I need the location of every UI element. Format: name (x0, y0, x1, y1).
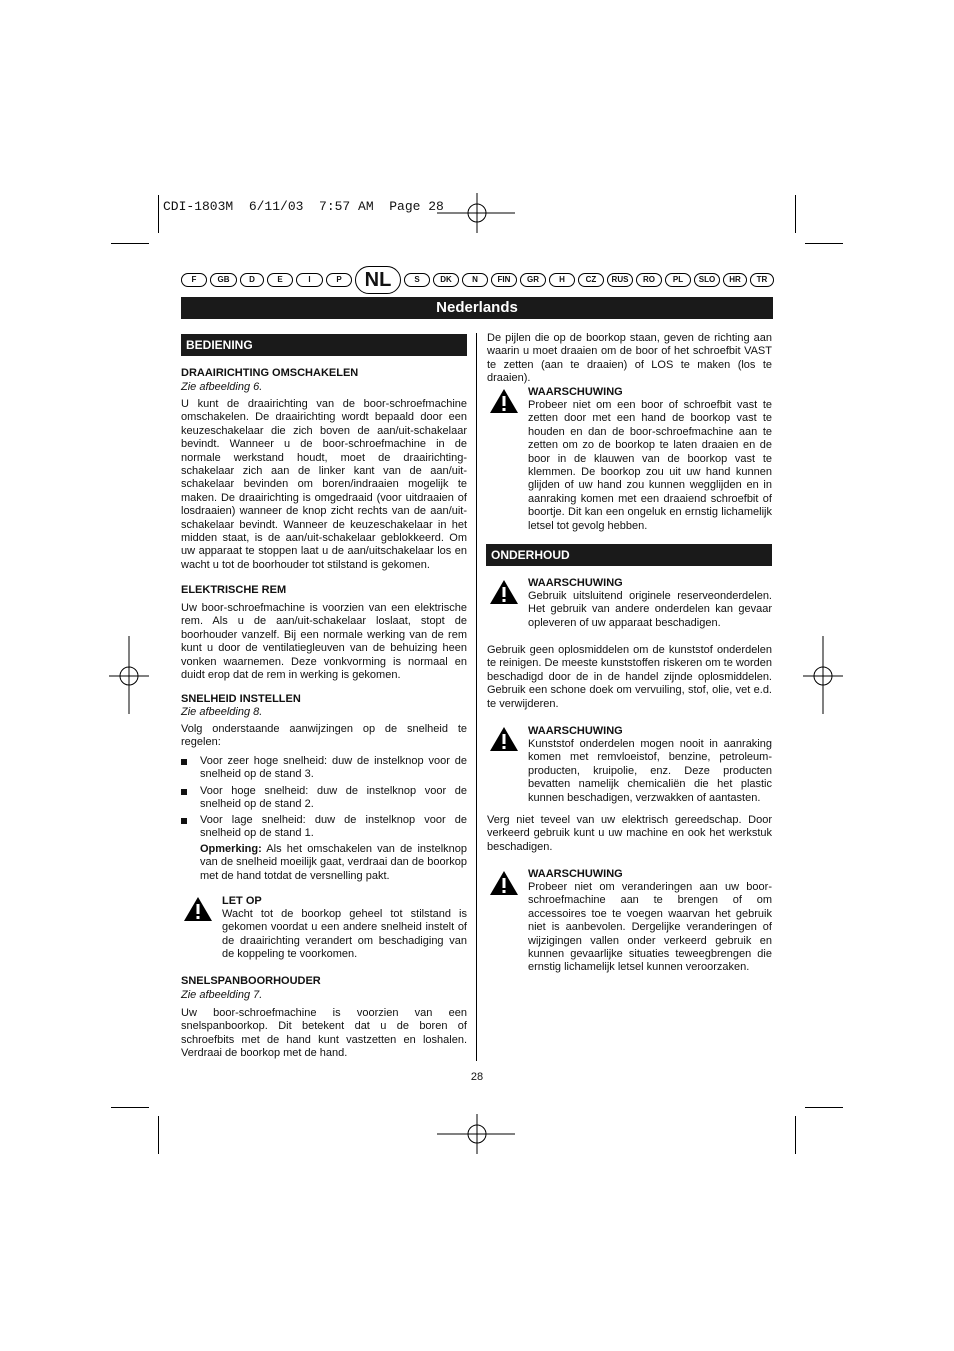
registration-mark-left (109, 636, 151, 716)
lang-pill: F (181, 273, 207, 287)
lang-pill: SLO (694, 273, 720, 287)
crop-mark (795, 195, 796, 233)
page-number: 28 (470, 1071, 484, 1083)
paragraph: De pijlen die op de boorkop staan, geven de richting aan waarin u moet draaien om de boor of het schroefbit VAST te zetten (aan te draaien) of LOS te maken (los te draaien). (487, 332, 772, 385)
lang-pill: PL (665, 273, 691, 287)
bullet-marker (181, 759, 187, 765)
paragraph: Gebruik geen oplosmiddelen om de kunststof onderdelen te reinigen. De meeste kunststoffen riskeren om te worden beschadigd door de in de handel zijnde oplosmiddelen. Gebruik een schone doek om vervuiling, stof, olie, vet e.d. te verwijderen. (487, 644, 772, 710)
crop-mark (805, 243, 843, 244)
lang-pill: HR (723, 273, 747, 287)
list-item: Voor hoge snelheid: duw de instelknop voor de snelheid op de stand 2. (200, 785, 467, 811)
crop-mark (111, 243, 149, 244)
paragraph: Uw boor-schroefmachine is voorzien van een elektrische rem. Als u de aan/uit-schakelaar loslaat, stopt de boorhouder vanzelf. Bij een normale werking van de rem kunt u door de ventilatiegleuven van de behuizing heen vonken waarnemen. Deze vonkvorming is normaal en duidt erop dat de rem in werking is gekomen. (181, 602, 467, 682)
note (200, 843, 467, 883)
warning-label: WAARSCHUWING (528, 577, 623, 589)
figure-reference: Zie afbeelding 6. (181, 381, 263, 393)
note-text: Als het omschakelen van de instelknop van de snelheid moeilijk gaat, verdraai dan de boorkop met de hand totdat de versnelling pakt. (200, 843, 467, 882)
lang-pill: I (296, 273, 323, 287)
warning-icon (183, 896, 213, 922)
note-label: Opmerking: (200, 843, 262, 855)
lang-pill: RUS (607, 273, 633, 287)
language-selector (181, 265, 773, 295)
warning-text: Gebruik uitsluitend originele reserveonderdelen. Het gebruik van andere onderdelen kan gevaar opleveren of uw apparaat beschadigen. (528, 590, 772, 629)
lang-pill: P (326, 273, 352, 287)
list-item: Voor lage snelheid: duw de instelknop voor de snelheid op de stand 1. (200, 814, 467, 840)
bullet-marker (181, 789, 187, 795)
subheading: ELEKTRISCHE REM (181, 584, 287, 596)
bullet-marker (181, 818, 187, 824)
lang-pill: E (267, 273, 293, 287)
lang-pill: TR (750, 273, 774, 287)
warning-label: WAARSCHUWING (528, 868, 623, 880)
registration-mark-top (437, 193, 517, 235)
figure-reference: Zie afbeelding 7. (181, 989, 263, 1001)
list-item: Voor zeer hoge snelheid: duw de instelknop voor de snelheid op de stand 3. (200, 755, 467, 781)
lang-pill: GB (210, 273, 237, 287)
subheading: SNELSPANBOORHOUDER (181, 975, 321, 987)
crop-mark (158, 1116, 159, 1154)
registration-mark-right (803, 636, 845, 716)
crop-mark (158, 195, 159, 233)
crop-mark (805, 1107, 843, 1108)
lang-pill: D (240, 273, 264, 287)
warning-label: LET OP (222, 895, 262, 907)
crop-mark (795, 1116, 796, 1154)
lang-pill: DK (433, 273, 459, 287)
lang-pill-active: NL (355, 266, 401, 294)
lang-pill: CZ (578, 273, 604, 287)
warning-icon (489, 579, 519, 605)
lang-pill: GR (520, 273, 546, 287)
subheading: DRAAIRICHTING OMSCHAKELEN (181, 367, 359, 379)
section-heading-onderhoud: ONDERHOUD (486, 544, 772, 566)
print-slug: CDI-1803M 6/11/03 7:57 AM Page 28 (163, 199, 444, 214)
crop-mark (111, 1107, 149, 1108)
paragraph: U kunt de draairichting van de boor-schroefmachine omschakelen. De draairichting wordt bepaald door een keuzeschakelaar die zich boven de aan/uit-schakelaar bevindt. Wanneer u de boor-schroefmachine in de normale werkstand houdt, moet de draairichting-schakelaar zich aan de linker kant van de aan/uit-schakelaar bevinden om boren/indraaien mogelijk te maken. De draairichting is omgedraaid (voor uitdraaien of losdraaien) wanneer de knop zicht rechts van de aan/uit-schakelaar bevindt. Wanneer de keuzeschakelaar in het midden staat, is de aan/uit-schakelaar geblokkeerd. Om uw apparaat te stoppen laat u de aan/uitschakelaar los en wacht u tot de boorhouder tot stilstand is gekomen. (181, 398, 467, 571)
warning-icon (489, 726, 519, 752)
column-divider (476, 333, 477, 1061)
warning-text: Probeer niet om een boor of schroefbit vast te zetten door met een hand de boorkop vast te houden en dan de boor-schroefmachine aan te zetten om zo de boorkop te laten draaien en de boor in de klauwen van de boorkop vast te klemmen. De boorkop zou uit uw hand kunnen glijden of uw hand zou kunnen wegglijden en in aanraking komen met een draaiend schroefbit of boortje. Dit kan een ongeluk en ernstig lichamelijk letsel tot gevolg hebben. (528, 399, 772, 532)
lang-pill: RO (636, 273, 662, 287)
paragraph: Verg niet teveel van uw elektrisch gereedschap. Door verkeerd gebruik kunt u uw machine en ook het werkstuk beschadigen. (487, 814, 772, 853)
warning-label: WAARSCHUWING (528, 386, 623, 398)
warning-text: Kunststof onderdelen mogen nooit in aanraking komen met remvloeistof, benzine, petroleum-producten, kruipolie, enz. Deze producten bevatten namelijk chemicaliën die het plastic kunnen beschadigen, verzwakken of aantasten. (528, 738, 772, 804)
warning-text: Probeer niet om veranderingen aan uw boor-schroefmachine aan te brengen of om accessoires toe te voegen waarvan het gebruik niet is aanbevolen. Dergelijke veranderingen of wijzigingen vallen onder verkeerd gebruik en kunnen gevaarlijke situaties teweegbrengen die ernstig lichamelijk letsel kunnen veroorzaken. (528, 881, 772, 974)
lang-pill: N (462, 273, 488, 287)
paragraph: Volg onderstaande aanwijzingen op de snelheid te regelen: (181, 723, 467, 749)
figure-reference: Zie afbeelding 8. (181, 706, 263, 718)
lang-pill: S (404, 273, 430, 287)
section-heading-bediening: BEDIENING (181, 334, 467, 356)
warning-label: WAARSCHUWING (528, 725, 623, 737)
paragraph: Uw boor-schroefmachine is voorzien van een snelspanboorkop. Dit betekent dat u de boren of schroefbits met de hand kunt vastzetten en loshalen. Verdraai de boorkop met de hand. (181, 1007, 467, 1060)
lang-pill: FIN (491, 273, 517, 287)
registration-mark-bottom (437, 1114, 517, 1156)
warning-icon (489, 388, 519, 414)
subheading: SNELHEID INSTELLEN (181, 693, 301, 705)
warning-icon (489, 870, 519, 896)
page-title: Nederlands (181, 297, 773, 319)
warning-text: Wacht tot de boorkop geheel tot stilstand is gekomen voordat u een andere snelheid instelt of de draairichting verandert om beschadiging van de koppeling te voorkomen. (222, 908, 467, 961)
lang-pill: H (549, 273, 575, 287)
